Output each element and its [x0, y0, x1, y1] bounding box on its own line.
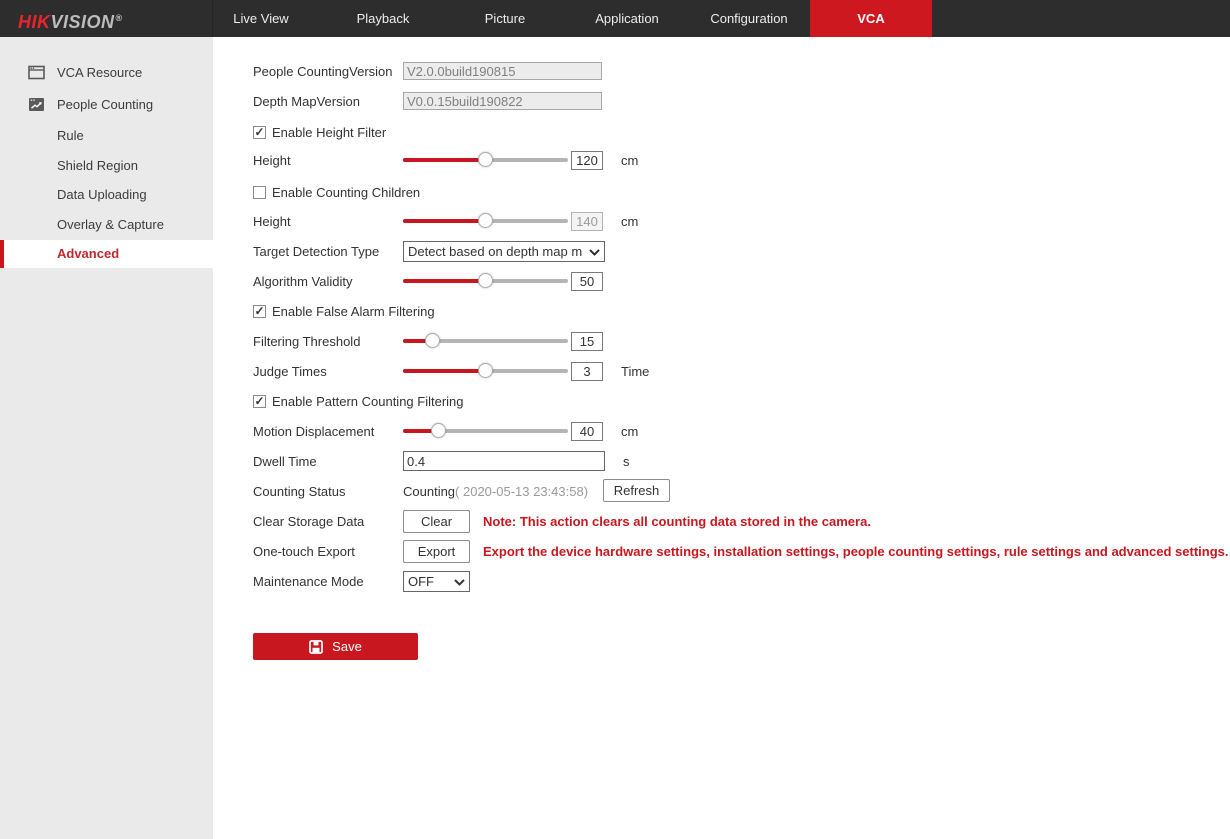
people-counting-version-row — [253, 56, 602, 86]
save-button-label: Save — [332, 639, 362, 654]
slider-fill — [403, 219, 486, 223]
clear-storage-data-row — [253, 506, 871, 536]
algorithm-validity-row — [253, 266, 603, 296]
enable-false-alarm-filtering-checkbox[interactable] — [253, 305, 266, 318]
field-label: One-touch Export — [253, 543, 355, 559]
field-label: Judge Times — [253, 363, 327, 379]
sidebar-item-vca-resource[interactable] — [0, 59, 213, 87]
nav-tab-picture[interactable]: Picture — [484, 11, 526, 26]
nav-tab-application[interactable]: Application — [595, 11, 659, 26]
target-detection-type-row — [253, 236, 605, 266]
child-height-row — [253, 206, 638, 236]
depth-map-version-row — [253, 86, 602, 116]
selected-option: Detect based on depth map m — [408, 243, 583, 259]
enable-height-filter-row — [253, 117, 386, 147]
maintenance-mode-row — [253, 566, 470, 596]
one-touch-export-row — [253, 536, 1228, 566]
sidebar-item-shield-region[interactable]: Shield Region — [57, 158, 138, 173]
enable-false-alarm-filtering-row — [253, 296, 435, 326]
logo-registered-mark: ® — [115, 13, 123, 23]
algorithm-validity-slider[interactable] — [403, 273, 568, 289]
dwell-time-input[interactable] — [403, 451, 605, 471]
motion-displacement-value-input[interactable] — [571, 422, 603, 441]
slider-fill — [403, 279, 486, 283]
people-counting-version-input — [403, 62, 602, 80]
sidebar — [0, 37, 213, 839]
export-button[interactable]: Export — [403, 540, 470, 563]
field-label: Counting Status — [253, 483, 346, 499]
field-label: Maintenance Mode — [253, 573, 364, 589]
field-label: Target Detection Type — [253, 243, 380, 259]
unit-label: s — [623, 453, 630, 469]
clear-storage-note: Note: This action clears all counting data stored in the camera. — [483, 513, 871, 529]
dwell-time-row — [253, 446, 630, 476]
nav-tab-playback[interactable]: Playback — [356, 11, 410, 26]
field-label: Motion Displacement — [253, 423, 375, 439]
counting-status-value: Counting — [403, 483, 456, 499]
refresh-button[interactable]: Refresh — [603, 479, 670, 502]
field-label: Dwell Time — [253, 453, 317, 469]
unit-label: cm — [621, 213, 639, 229]
counting-status-row — [253, 476, 660, 506]
field-label: Clear Storage Data — [253, 513, 365, 529]
algorithm-validity-value-input[interactable] — [571, 272, 603, 291]
chevron-down-icon — [454, 579, 465, 586]
field-label: Filtering Threshold — [253, 333, 361, 349]
depth-map-version-input — [403, 92, 602, 110]
enable-pattern-counting-filtering-row — [253, 386, 464, 416]
checkmark: ✓ — [254, 393, 265, 408]
target-detection-type-select[interactable] — [403, 241, 605, 262]
enable-counting-children-checkbox[interactable] — [253, 186, 266, 199]
nav-tab-live-view[interactable]: Live View — [233, 11, 289, 26]
slider-thumb[interactable] — [478, 152, 493, 167]
selected-option: OFF — [408, 573, 434, 589]
slider-thumb[interactable] — [431, 423, 446, 438]
slider-thumb[interactable] — [425, 333, 440, 348]
judge-times-row — [253, 356, 649, 386]
field-label: Height — [253, 152, 291, 168]
chart-window-icon — [28, 97, 45, 112]
sidebar-item-label: VCA Resource — [57, 65, 143, 80]
filtering-threshold-row — [253, 326, 603, 356]
sidebar-item-advanced[interactable]: Advanced — [0, 240, 213, 268]
slider-thumb[interactable] — [478, 363, 493, 378]
height-slider[interactable] — [403, 152, 568, 168]
enable-counting-children-row — [253, 177, 420, 207]
slider-fill — [403, 369, 486, 373]
filtering-threshold-value-input[interactable] — [571, 332, 603, 351]
save-floppy-icon — [309, 640, 323, 654]
logo-vision: VISION — [50, 12, 115, 32]
unit-label: cm — [621, 152, 639, 168]
field-label: Height — [253, 213, 291, 229]
motion-displacement-row — [253, 416, 638, 446]
one-touch-export-note: Export the device hardware settings, installation settings, people counting settings, rule settings and advanced settings. — [483, 543, 1229, 559]
height-row — [253, 145, 638, 175]
checkbox-label: Enable Pattern Counting Filtering — [272, 393, 464, 409]
enable-height-filter-checkbox[interactable] — [253, 126, 266, 139]
top-nav-bar — [0, 0, 1230, 37]
chevron-down-icon — [589, 249, 600, 256]
checkmark: ✓ — [254, 303, 265, 318]
logo-hik: HIK — [18, 12, 51, 32]
enable-pattern-counting-filtering-checkbox[interactable] — [253, 395, 266, 408]
slider-thumb[interactable] — [478, 213, 493, 228]
checkbox-label: Enable Counting Children — [272, 184, 421, 200]
child-height-value-input — [571, 212, 603, 231]
slider-thumb[interactable] — [478, 273, 493, 288]
child-height-slider[interactable] — [403, 213, 568, 229]
counting-status-timestamp: ( 2020-05-13 23:43:58) — [455, 483, 589, 499]
field-label: Depth MapVersion — [253, 93, 360, 109]
judge-times-value-input[interactable] — [571, 362, 603, 381]
maintenance-mode-select[interactable] — [403, 571, 470, 592]
unit-label: cm — [621, 423, 639, 439]
nav-tab-vca[interactable]: VCA — [810, 0, 932, 37]
judge-times-slider[interactable] — [403, 363, 568, 379]
field-label: Algorithm Validity — [253, 273, 353, 289]
sidebar-item-people-counting[interactable] — [0, 91, 213, 119]
checkbox-label: Enable Height Filter — [272, 124, 387, 140]
sidebar-item-data-uploading[interactable]: Data Uploading — [57, 187, 147, 202]
filtering-threshold-slider[interactable] — [403, 333, 568, 349]
nav-tab-configuration[interactable]: Configuration — [710, 11, 788, 26]
field-label: People CountingVersion — [253, 63, 393, 79]
sidebar-item-overlay-capture[interactable]: Overlay & Capture — [57, 217, 164, 232]
checkmark: ✓ — [254, 124, 265, 139]
motion-displacement-slider[interactable] — [403, 423, 568, 439]
save-button[interactable] — [253, 633, 418, 660]
window-icon — [28, 65, 45, 80]
sidebar-item-label: People Counting — [57, 97, 154, 112]
clear-button[interactable]: Clear — [403, 510, 470, 533]
hikvision-logo — [18, 0, 123, 37]
checkbox-label: Enable False Alarm Filtering — [272, 303, 435, 319]
unit-label: Time — [621, 363, 650, 379]
sidebar-item-rule[interactable]: Rule — [57, 128, 84, 143]
slider-fill — [403, 158, 486, 162]
height-value-input[interactable] — [571, 151, 603, 170]
